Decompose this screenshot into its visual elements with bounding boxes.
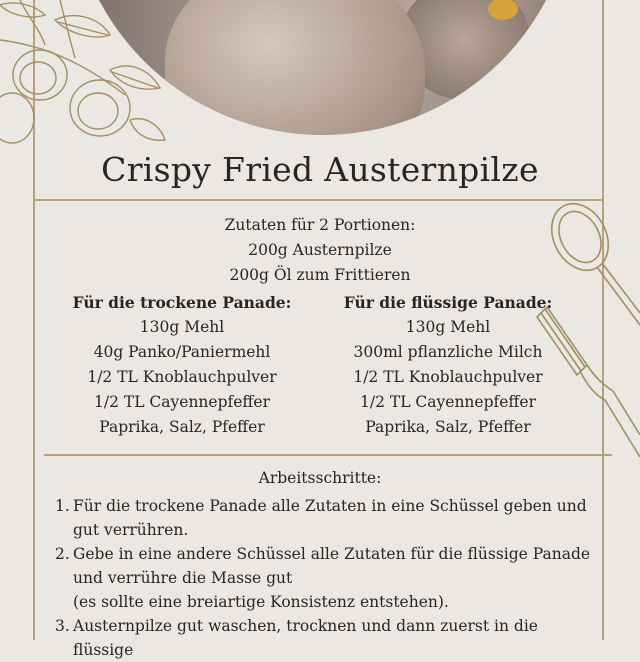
step-item (55, 614, 595, 662)
step-number: 3. (55, 617, 70, 635)
recipe-title: Crispy Fried Austernpilze (101, 150, 539, 189)
ingredient-item: 300ml pflanzliche Milch (353, 343, 543, 361)
step-number: 2. (55, 545, 70, 563)
ingredient-item: 1/2 TL Knoblauchpulver (353, 368, 543, 386)
step-text: Austernpilze gut waschen, trocknen und dann zuerst in die flüssige (73, 617, 538, 659)
ingredient-item: Paprika, Salz, Pfeffer (99, 418, 265, 436)
intro-item: 200g Öl zum Frittieren (229, 266, 411, 284)
ingredient-item: Paprika, Salz, Pfeffer (365, 418, 531, 436)
ingredient-item: 1/2 TL Cayennepfeffer (359, 393, 537, 411)
step-text: (es sollte eine breiartige Konsistenz entstehen). (73, 593, 449, 611)
step-text: und verrühre die Masse gut (73, 569, 293, 587)
liquid-breading-column (318, 290, 578, 440)
lemon-branch-icon (0, 0, 175, 160)
step-text: Für die trockene Panade alle Zutaten in eine Schüssel geben und (73, 497, 587, 515)
dry-breading-heading: Für die trockene Panade: (72, 293, 292, 312)
ingredient-item: 130g Mehl (139, 318, 225, 336)
liquid-breading-heading: Für die flüssige Panade: (343, 293, 553, 312)
dry-breading-column (52, 290, 312, 440)
ingredient-item: 40g Panko/Paniermehl (93, 343, 271, 361)
ingredient-item: 1/2 TL Cayennepfeffer (93, 393, 271, 411)
intro-item: 200g Austernpilze (248, 241, 392, 259)
step-text: gut verrühren. (73, 521, 189, 539)
step-number: 1. (55, 497, 70, 515)
title-divider (33, 199, 603, 201)
steps-list (55, 494, 595, 662)
portions-line: Zutaten für 2 Portionen: (224, 216, 416, 234)
ingredient-item: 130g Mehl (405, 318, 491, 336)
step-item (55, 542, 595, 614)
step-text: Gebe in eine andere Schüssel alle Zutaten für die flüssige Panade (73, 545, 591, 563)
ingredient-item: 1/2 TL Knoblauchpulver (87, 368, 277, 386)
steps-heading: Arbeitsschritte: (258, 469, 382, 487)
step-item (55, 494, 595, 542)
intro-block (0, 213, 640, 288)
